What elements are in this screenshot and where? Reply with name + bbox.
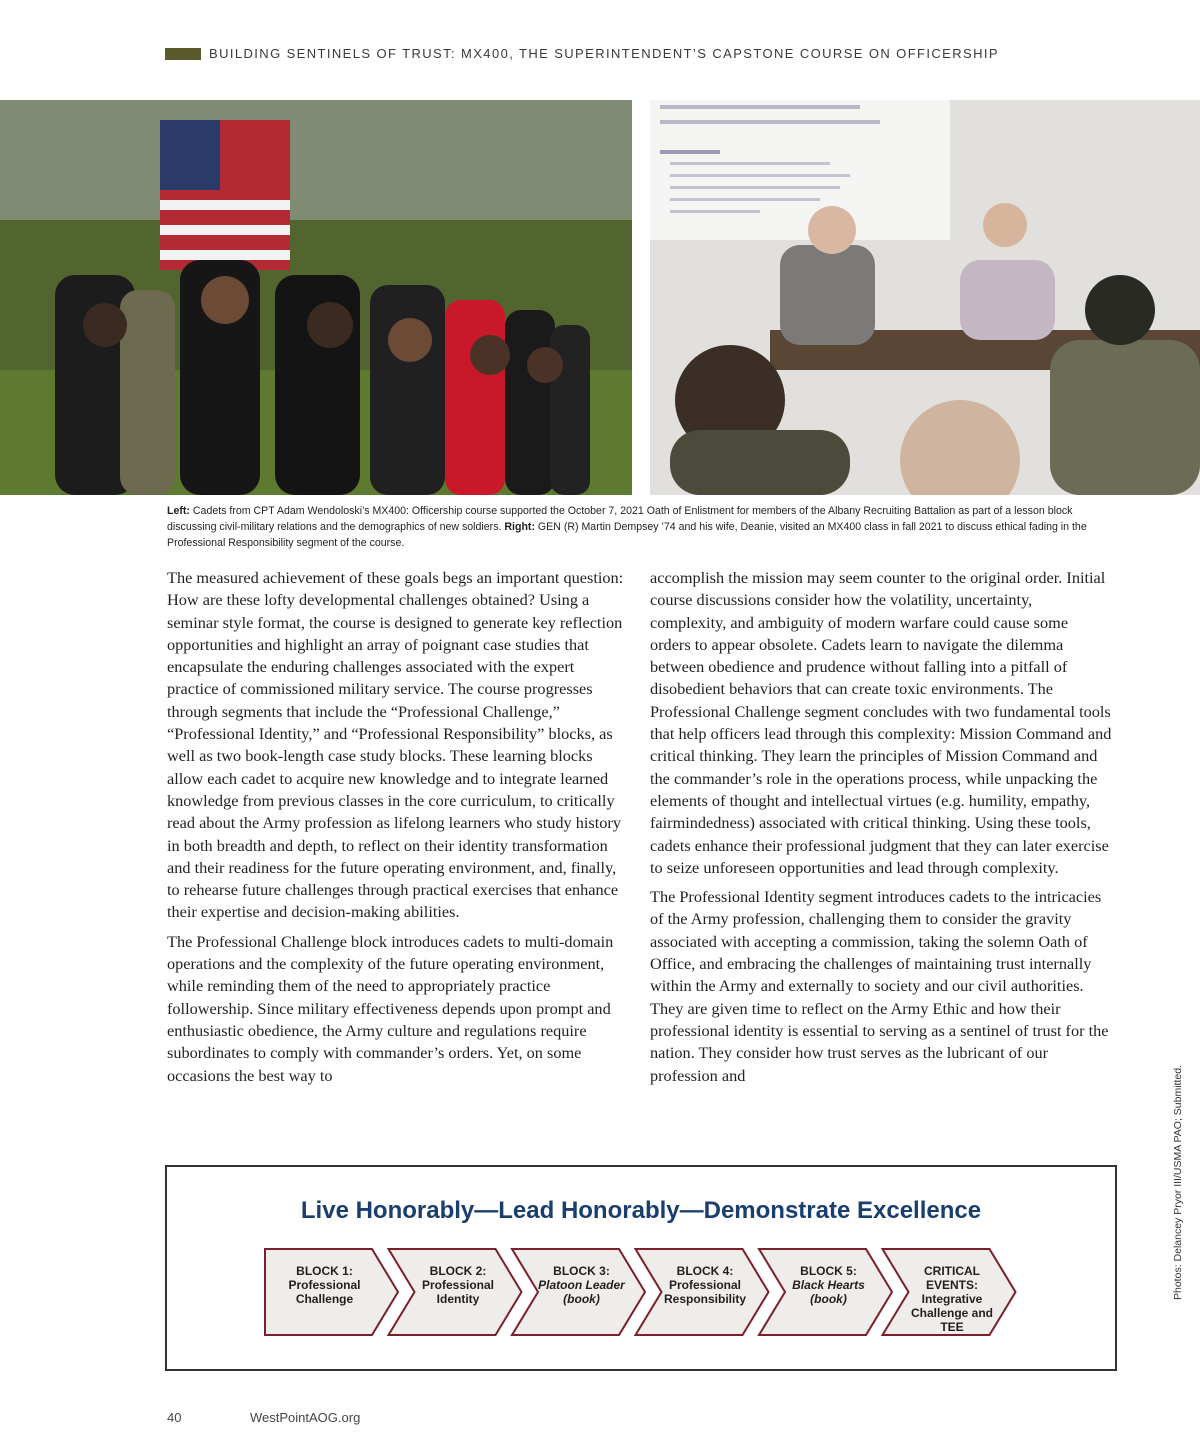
chevron-label-3 bbox=[532, 1264, 631, 1306]
running-header bbox=[165, 46, 999, 61]
diagram-title: Live Honorably—Lead Honorably—Demonstrate Excellence bbox=[300, 1197, 982, 1224]
photo-caption bbox=[167, 503, 1107, 551]
block-number: BLOCK 1: bbox=[296, 1264, 353, 1278]
block-title: Black Hearts (book) bbox=[792, 1278, 865, 1306]
body-paragraph: accomplish the mission may seem counter to the original order. Initial course discussions consider how the volatility, uncertainty, complexity, and ambiguity of modern warfare could cause some orders to appear obsolete. Cadets learn to navigate the dilemma between obedience and prudence without falling into a pitfall of disobedient behaviors that can create toxic environments. The Professional Challenge segment concludes with two fundamental tools that help officers lead through this complexity: Mission Command and critical thinking. They learn the principles of Mission Command and the commander’s role in the operations process, while unpacking the elements of thought and intellectual virtues (e.g. humility, empathy, fairmindedness) associated with critical thinking. Using these tools, cadets enhance their professional judgment that they can later exercise to seize unforeseen opportunities and lead through complexity. bbox=[650, 568, 1112, 877]
chevron-label-2 bbox=[409, 1264, 508, 1306]
photo-right-illustration bbox=[650, 100, 1200, 495]
chevron-label-4 bbox=[656, 1264, 755, 1306]
body-paragraph: The Professional Challenge block introduces cadets to multi-domain operations and the complexity of the future operating environment, while reminding them of the need to appropriately practice followership. Since military effectiveness depends upon prompt and enthusiastic obedience, the Army culture and regulations require subordinates to comply with commander’s orders. Yet, on some occasions the best way to bbox=[167, 931, 614, 1085]
chevron-label-5 bbox=[779, 1264, 878, 1306]
body-paragraph: The Professional Identity segment introduces cadets to the intricacies of the Army profession, challenging them to consider the gravity associated with accepting a commission, taking the solemn Oath of Office, and embracing the challenges of maintaining trust internally within the Army and externally to society and our civil authorities. They are given time to reflect on the Army Ethic and how their professional identity is essential to serving as a sentinel of trust for the nation. They consider how trust serves as the lubricant of our profession and bbox=[650, 887, 1109, 1085]
page-number: 40 bbox=[167, 1410, 182, 1425]
course-structure-diagram bbox=[165, 1165, 1117, 1371]
photo-left-illustration bbox=[0, 100, 632, 495]
caption-right-label: Right: bbox=[504, 521, 535, 533]
caption-left-label: Left: bbox=[167, 505, 190, 517]
header-accent-bar bbox=[165, 48, 201, 60]
body-column-left bbox=[167, 567, 629, 1094]
block-number: CRITICAL EVENTS: bbox=[924, 1264, 980, 1292]
photo-classroom-visit bbox=[650, 100, 1200, 495]
block-number: BLOCK 2: bbox=[429, 1264, 487, 1278]
body-paragraph: The measured achievement of these goals begs an important question: How are these lofty developmental challenges obtained? Using a seminar style format, the course is designed to generate key reflection opportunities and highlight an array of poignant case studies that encapsulate the enduring challenges associated with the expert practice of commissioned military service. The course progresses through segments that include the “Professional Challenge,” “Professional Identity,” and “Professional Responsibility” blocks, as well as two book-length case study blocks. These learning blocks allow each cadet to acquire new knowledge and to integrate learned knowledge from previous classes in the core curriculum, to critically read about the Army profession as lifelong learners who study history in both breadth and depth, to reflect on their identity transformation and their readiness for the future operating environment, and, finally, to rehearse future challenges through practical exercises that enhance their expertise and decision-making abilities. bbox=[167, 568, 624, 922]
block-number: BLOCK 3: bbox=[553, 1264, 610, 1278]
block-title: Professional Responsibility bbox=[663, 1278, 746, 1306]
block-title: Professional Challenge bbox=[288, 1278, 361, 1306]
caption-right-text: GEN (R) Martin Dempsey ’74 and his wife, Deanie, visited an MX400 class in fall 2021 to discuss ethical fading in the Professional Responsibility segment of the course. bbox=[167, 521, 1087, 549]
footer-website: WestPointAOG.org bbox=[250, 1410, 361, 1425]
chevron-label-6 bbox=[903, 1264, 1002, 1334]
photo-credit: Photos: Delancey Pryor III/USMA PAO; Submitted. bbox=[1172, 1065, 1184, 1300]
block-title: Professional Identity bbox=[421, 1278, 495, 1306]
block-number: BLOCK 5: bbox=[800, 1264, 857, 1278]
body-column-right bbox=[650, 567, 1112, 1094]
running-title: BUILDING SENTINELS OF TRUST: MX400, THE SUPERINTENDENT’S CAPSTONE COURSE ON OFFICERSHIP bbox=[209, 46, 999, 61]
photo-oath-of-enlistment bbox=[0, 100, 632, 495]
chevron-label-1 bbox=[273, 1264, 376, 1306]
block-number: BLOCK 4: bbox=[676, 1264, 734, 1278]
caption-left-text: Cadets from CPT Adam Wendoloski’s MX400: Officership course supported the October 7, 2021 Oath of Enlistment for members of the Albany Recruiting Battalion as part of a lesson block discussing civil-military relations and the demographics of new soldiers. bbox=[167, 505, 1073, 533]
block-title: Integrative Challenge and TEE bbox=[910, 1292, 993, 1334]
block-title: Platoon Leader (book) bbox=[538, 1278, 625, 1306]
